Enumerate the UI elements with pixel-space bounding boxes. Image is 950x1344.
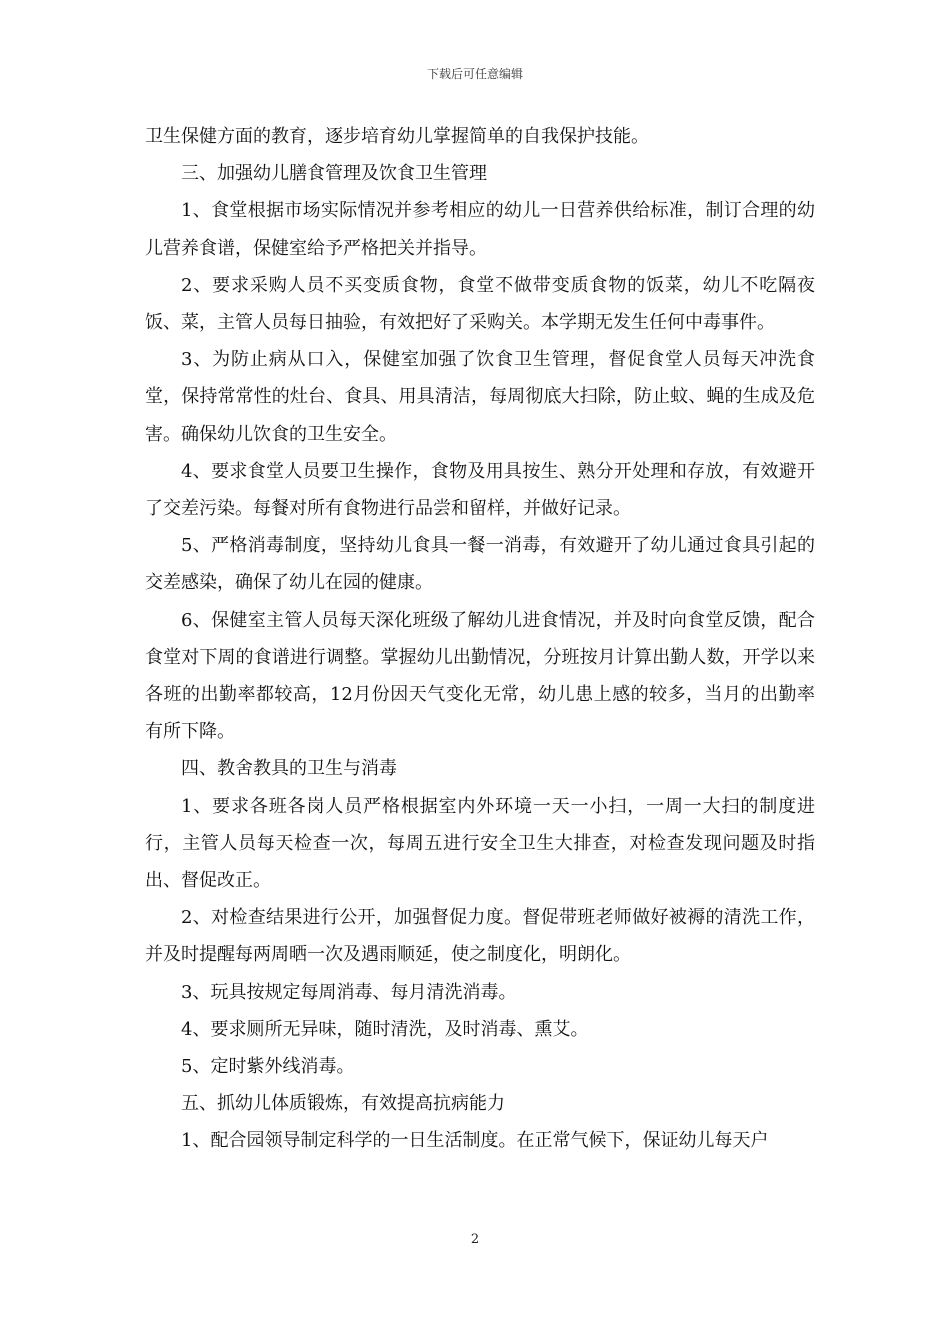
paragraph: 1、食堂根据市场实际情况并参考相应的幼儿一日营养供给标准，制订合理的幼儿营养食谱，保健室给予严格把关并指导。 <box>145 200 815 259</box>
paragraph: 卫生保健方面的教育，逐步培育幼儿掌握简单的自我保护技能。 <box>145 126 649 147</box>
paragraph: 5、定时紫外线消毒。 <box>181 1056 355 1078</box>
paragraph: 2、要求采购人员不买变质食物，食堂不做带变质食物的饭菜，幼儿不吃隔夜饭、菜，主管人员每日抽验，有效把好了采购关。本学期无发生任何中毒事件。 <box>145 274 815 334</box>
section-heading: 五、抓幼儿体质锻炼，有效提高抗病能力 <box>181 1093 505 1115</box>
section-heading: 四、教舍教具的卫生与消毒 <box>181 758 397 780</box>
page-header: 下载后可任意编辑 <box>426 67 523 81</box>
paragraph: 1、要求各班各岗人员严格根据室内外环境一天一小扫，一周一大扫的制度进行，主管人员每天检查一次，每周五进行安全卫生大排查，对检查发现问题及时指出、督促改正。 <box>145 795 815 892</box>
page-number: 2 <box>470 1232 480 1247</box>
paragraph: 4、要求厕所无异味，随时清洗，及时消毒、熏艾。 <box>181 1018 589 1040</box>
paragraph: 3、玩具按规定每周消毒、每月清洗消毒。 <box>181 981 517 1003</box>
paragraph: 1、配合园领导制定科学的一日生活制度。在正常气候下，保证幼儿每天户 <box>181 1130 769 1152</box>
paragraph: 5、严格消毒制度，坚持幼儿食具一餐一消毒，有效避开了幼儿通过食具引起的交差感染，确保了幼儿在园的健康。 <box>145 535 815 594</box>
paragraph: 3、为防止病从口入，保健室加强了饮食卫生管理，督促食堂人员每天冲洗食堂，保持常常性的灶台、食具、用具清洁，每周彻底大扫除，防止蚊、蝇的生成及危害。确保幼儿饮食的卫生安全。 <box>145 349 815 445</box>
section-heading: 三、加强幼儿膳食管理及饮食卫生管理 <box>181 163 487 185</box>
paragraph: 4、要求食堂人员要卫生操作，食物及用具按生、熟分开处理和存放，有效避开了交差污染。每餐对所有食物进行品尝和留样，并做好记录。 <box>145 460 815 520</box>
document-body <box>145 118 815 1160</box>
paragraph: 6、保健室主管人员每天深化班级了解幼儿进食情况，并及时向食堂反馈，配合食堂对下周的食谱进行调整。掌握幼儿出勤情况，分班按月计算出勤人数，开学以来各班的出勤率都较高，12月份因天气变化无常，幼儿患上感的较多，当月的出勤率有所下降。 <box>145 609 815 743</box>
paragraph: 2、对检查结果进行公开，加强督促力度。督促带班老师做好被褥的清洗工作，并及时提醒每两周晒一次及遇雨顺延，使之制度化，明朗化。 <box>145 907 815 966</box>
